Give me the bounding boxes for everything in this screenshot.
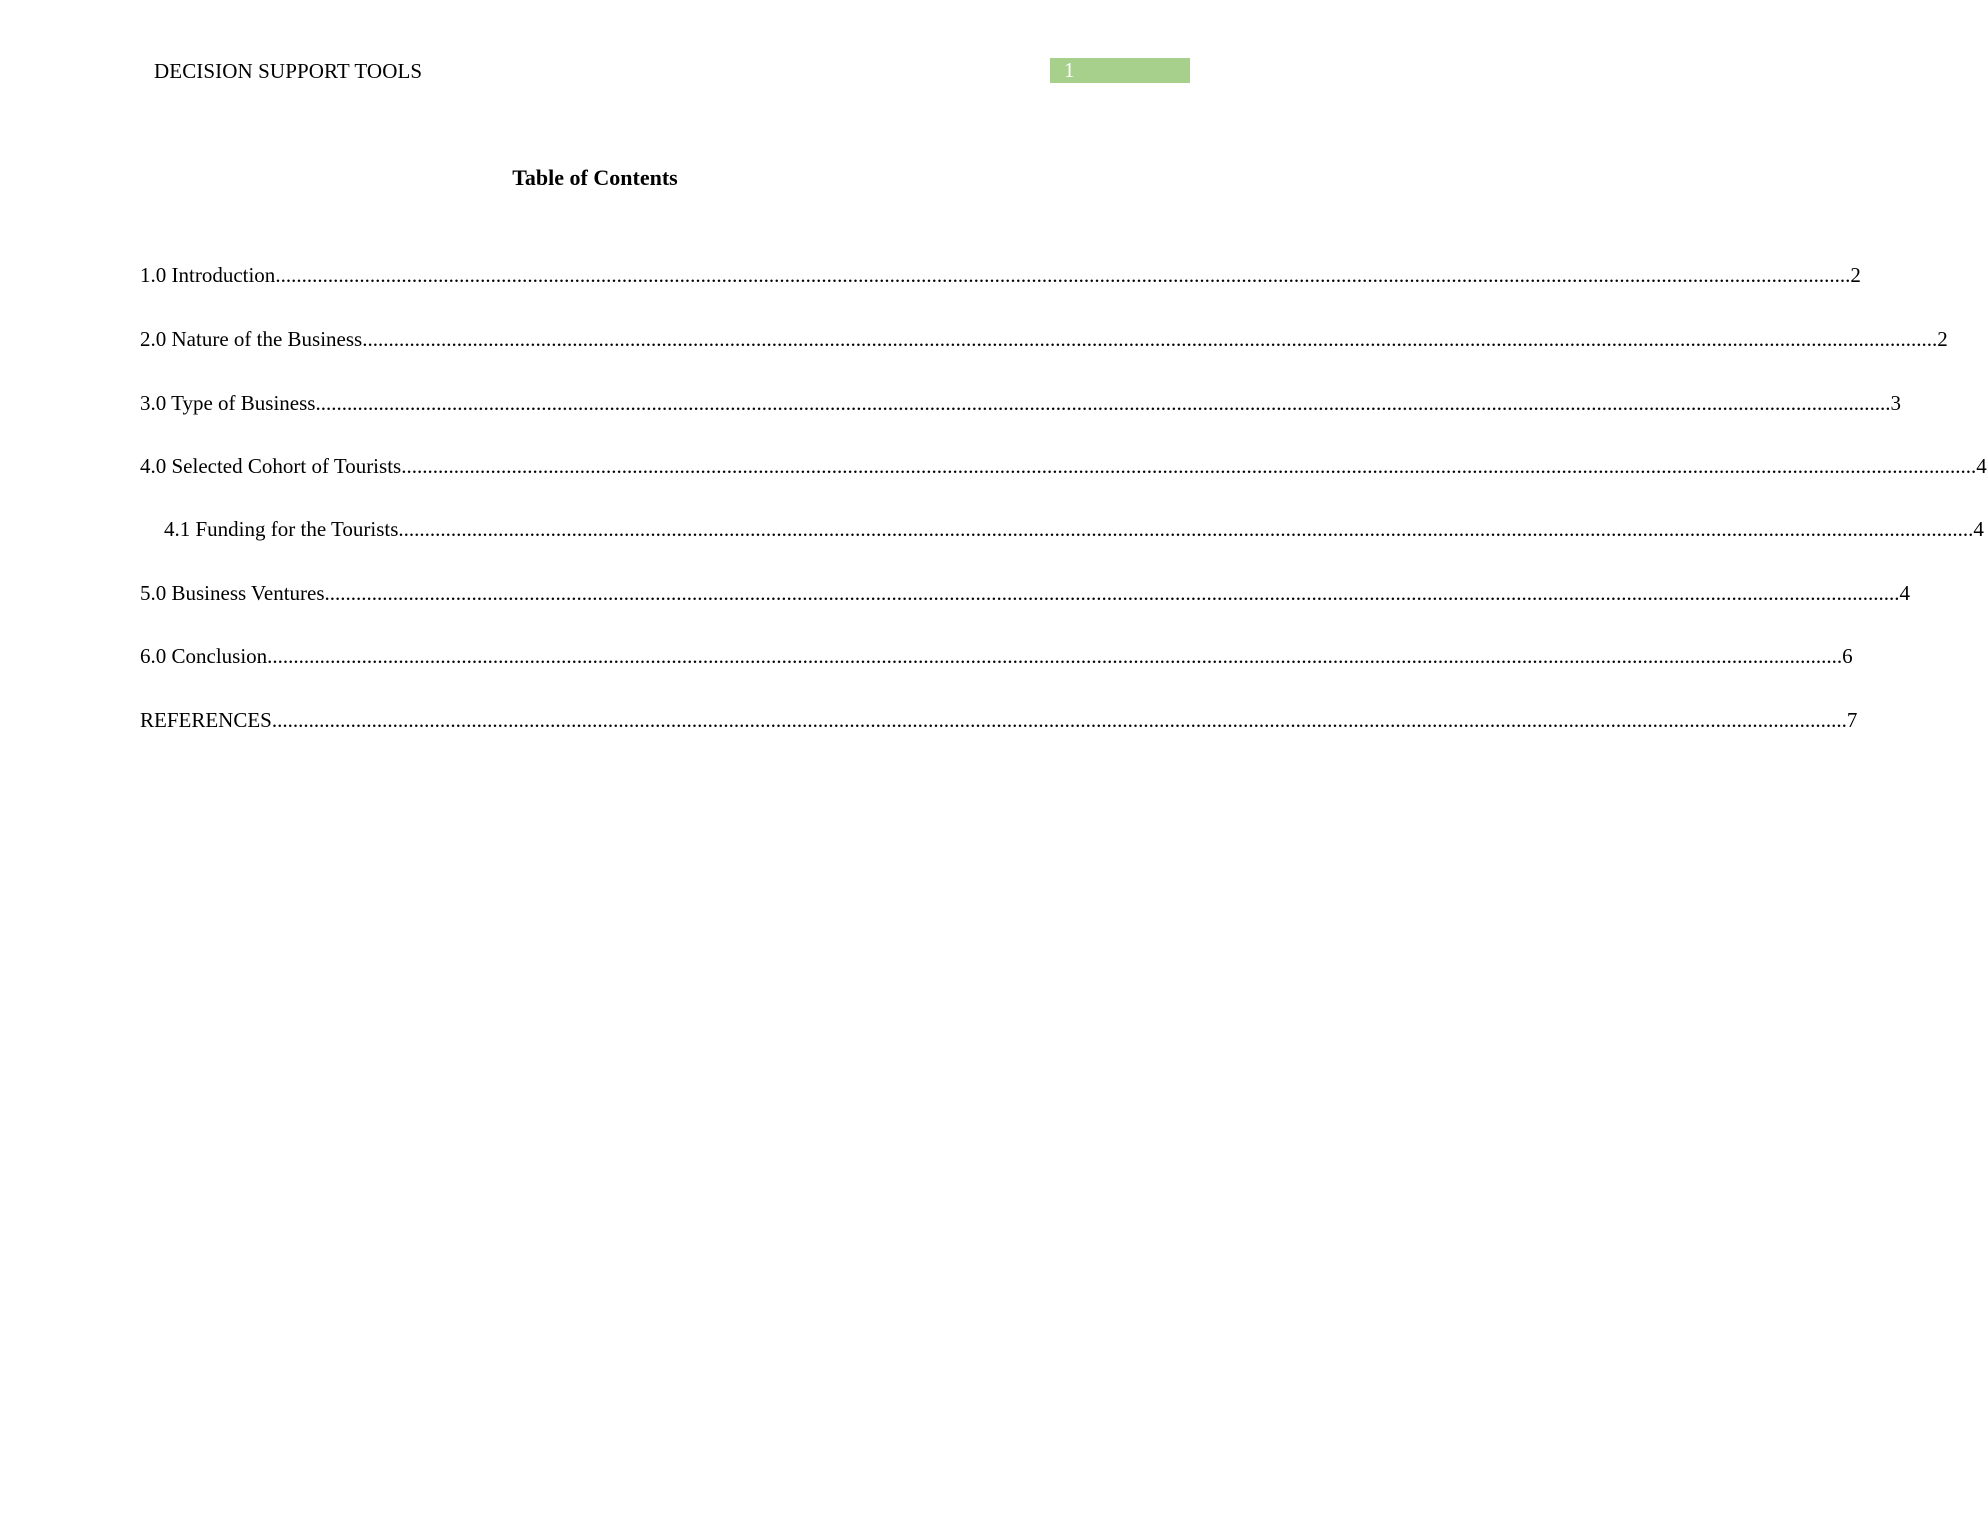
toc-entry-label: 5.0 Business Ventures: [140, 581, 325, 605]
toc-entry-label: 1.0 Introduction: [140, 263, 276, 287]
toc-entry-page: 7: [1846, 708, 1858, 732]
toc-dot-leader: ............................................................................................................................................................................................................................................................................................................: [271, 708, 1847, 732]
page-number-box: [1050, 58, 1190, 83]
toc-dot-leader: ............................................................................................................................................................................................................................................................................................................: [315, 391, 1891, 415]
toc-entry-introduction[interactable]: [140, 262, 1861, 288]
toc-entry-page: 4: [1899, 581, 1911, 605]
toc-entry-conclusion[interactable]: [140, 643, 1853, 669]
toc-entry-label: 6.0 Conclusion: [140, 644, 268, 668]
toc-entry-label: 2.0 Nature of the Business: [140, 327, 363, 351]
page-number: 1: [1064, 58, 1075, 82]
running-head: DECISION SUPPORT TOOLS: [154, 59, 423, 83]
toc-dot-leader: ............................................................................................................................................................................................................................................................................................................: [401, 454, 1977, 478]
toc-entry-page: 2: [1937, 327, 1948, 351]
toc-entry-page: 6: [1842, 644, 1853, 668]
toc-entry-label: REFERENCES: [140, 708, 272, 732]
toc-dot-leader: ............................................................................................................................................................................................................................................................................................................: [275, 263, 1851, 287]
toc-dot-leader: ............................................................................................................................................................................................................................................................................................................: [362, 327, 1938, 351]
toc-entry-label: 4.1 Funding for the Tourists: [164, 517, 399, 541]
toc-entry-references[interactable]: [140, 707, 1858, 733]
toc-entry-label: 3.0 Type of Business: [140, 391, 316, 415]
toc-entry-type-of-business[interactable]: [140, 390, 1901, 416]
toc-dot-leader: ............................................................................................................................................................................................................................................................................................................: [324, 581, 1900, 605]
toc-entry-page: 4: [1973, 517, 1984, 541]
toc-entry-page: 4: [1976, 454, 1987, 478]
toc-entry-page: 3: [1890, 391, 1901, 415]
toc-entry-selected-cohort[interactable]: [140, 453, 1987, 479]
toc-dot-leader: ............................................................................................................................................................................................................................................................................................................: [267, 644, 1843, 668]
toc-title: Table of Contents: [512, 165, 678, 190]
toc-entry-nature-of-business[interactable]: [140, 326, 1948, 352]
toc-dot-leader: ............................................................................................................................................................................................................................................................................................................: [398, 517, 1974, 541]
toc-entry-funding[interactable]: [164, 516, 1984, 542]
toc-entry-label: 4.0 Selected Cohort of Tourists: [140, 454, 402, 478]
toc-entry-business-ventures[interactable]: [140, 580, 1911, 606]
toc-entry-page: 2: [1850, 263, 1861, 287]
